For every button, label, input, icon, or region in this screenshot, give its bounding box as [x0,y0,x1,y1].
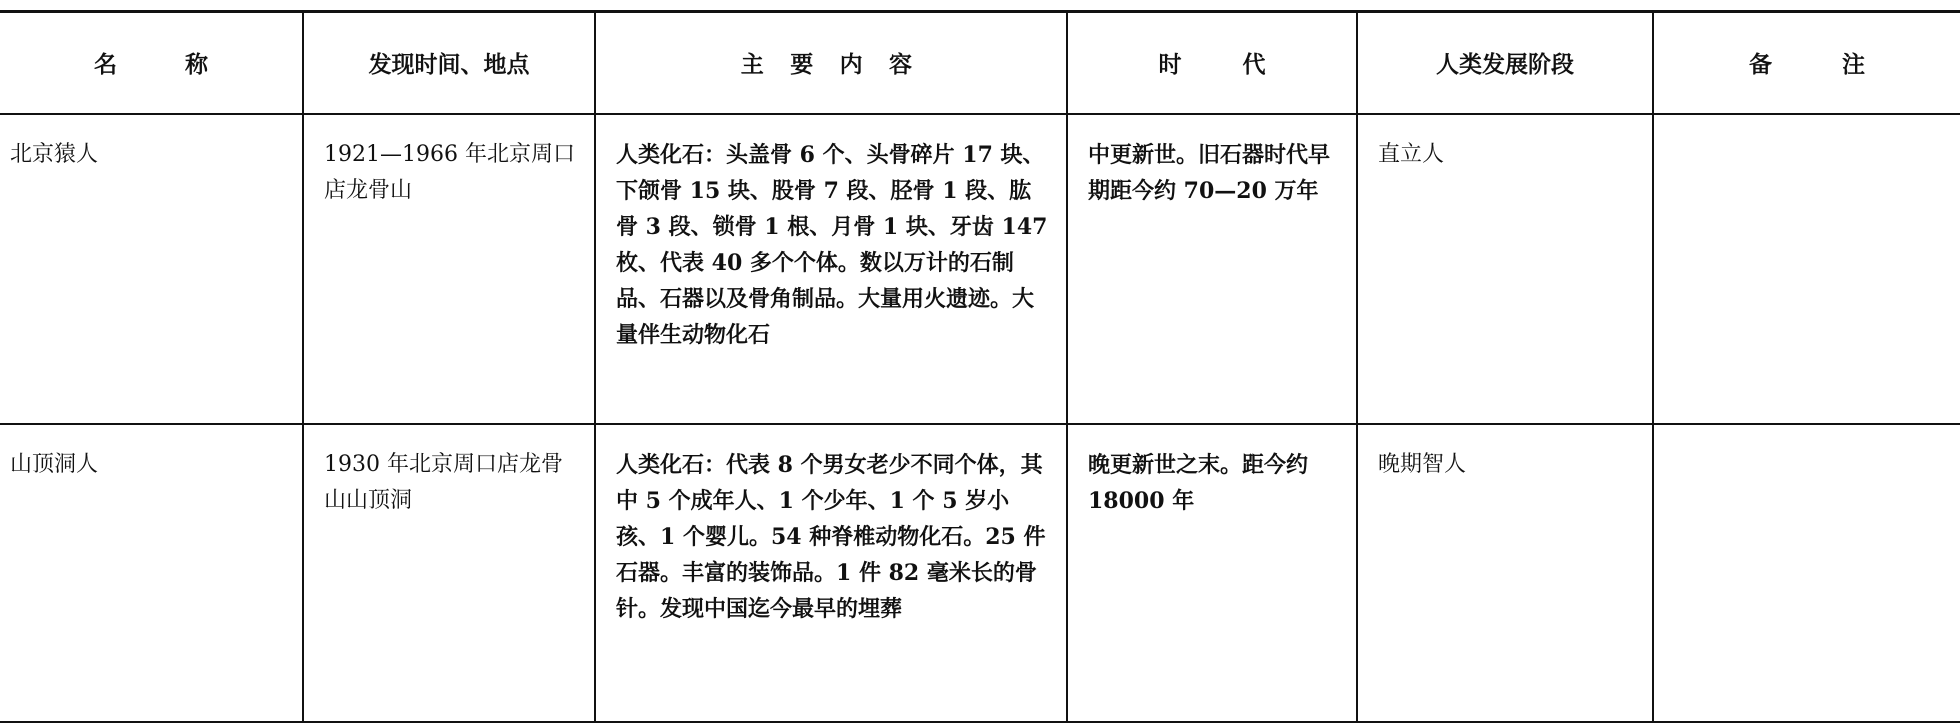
cell-stage: 晚期智人 [1357,424,1653,722]
fossil-table [0,10,1960,723]
cell-content: 人类化石：头盖骨 6 个、头骨碎片 17 块、下颌骨 15 块、股骨 7 段、胫骨 1 段、肱骨 3 段、锁骨 1 根、月骨 1 块、牙齿 147 枚、代表 40 多个个体。数以万计的石制品、石器以及骨角制品。大量用火遗迹。大量伴生动物化石 [595,114,1067,424]
header-content: 主 要 内 容 [595,12,1067,114]
cell-name: 山顶洞人 [0,424,303,722]
cell-remarks [1653,424,1960,722]
header-name-right: 称 [185,52,208,79]
cell-remarks [1653,114,1960,424]
header-name-left: 名 [94,52,117,79]
header-remarks [1653,12,1960,114]
cell-stage: 直立人 [1357,114,1653,424]
header-name [0,12,303,114]
header-discovery: 发现时间、地点 [303,12,595,114]
cell-name: 北京猿人 [0,114,303,424]
cell-discovery: 1930 年北京周口店龙骨山山顶洞 [303,424,595,722]
table-row [0,114,1960,424]
cell-period: 中更新世。旧石器时代早期距今约 70—20 万年 [1067,114,1357,424]
header-period-right: 代 [1242,52,1266,79]
header-remarks-right: 注 [1842,52,1865,79]
cell-content: 人类化石：代表 8 个男女老少不同个体，其中 5 个成年人、1 个少年、1 个 5 岁小孩、1 个婴儿。54 种脊椎动物化石。25 件石器。丰富的装饰品。1 件 82 毫米长的骨针。发现中国迄今最早的埋葬 [595,424,1067,722]
header-period [1067,12,1357,114]
table-row [0,424,1960,722]
table-header-row [0,12,1960,114]
cell-discovery: 1921—1966 年北京周口店龙骨山 [303,114,595,424]
header-stage: 人类发展阶段 [1357,12,1653,114]
header-period-left: 时 [1158,52,1182,79]
header-remarks-left: 备 [1749,52,1772,79]
cell-period: 晚更新世之末。距今约 18000 年 [1067,424,1357,722]
fossil-sites-table [0,10,1960,723]
